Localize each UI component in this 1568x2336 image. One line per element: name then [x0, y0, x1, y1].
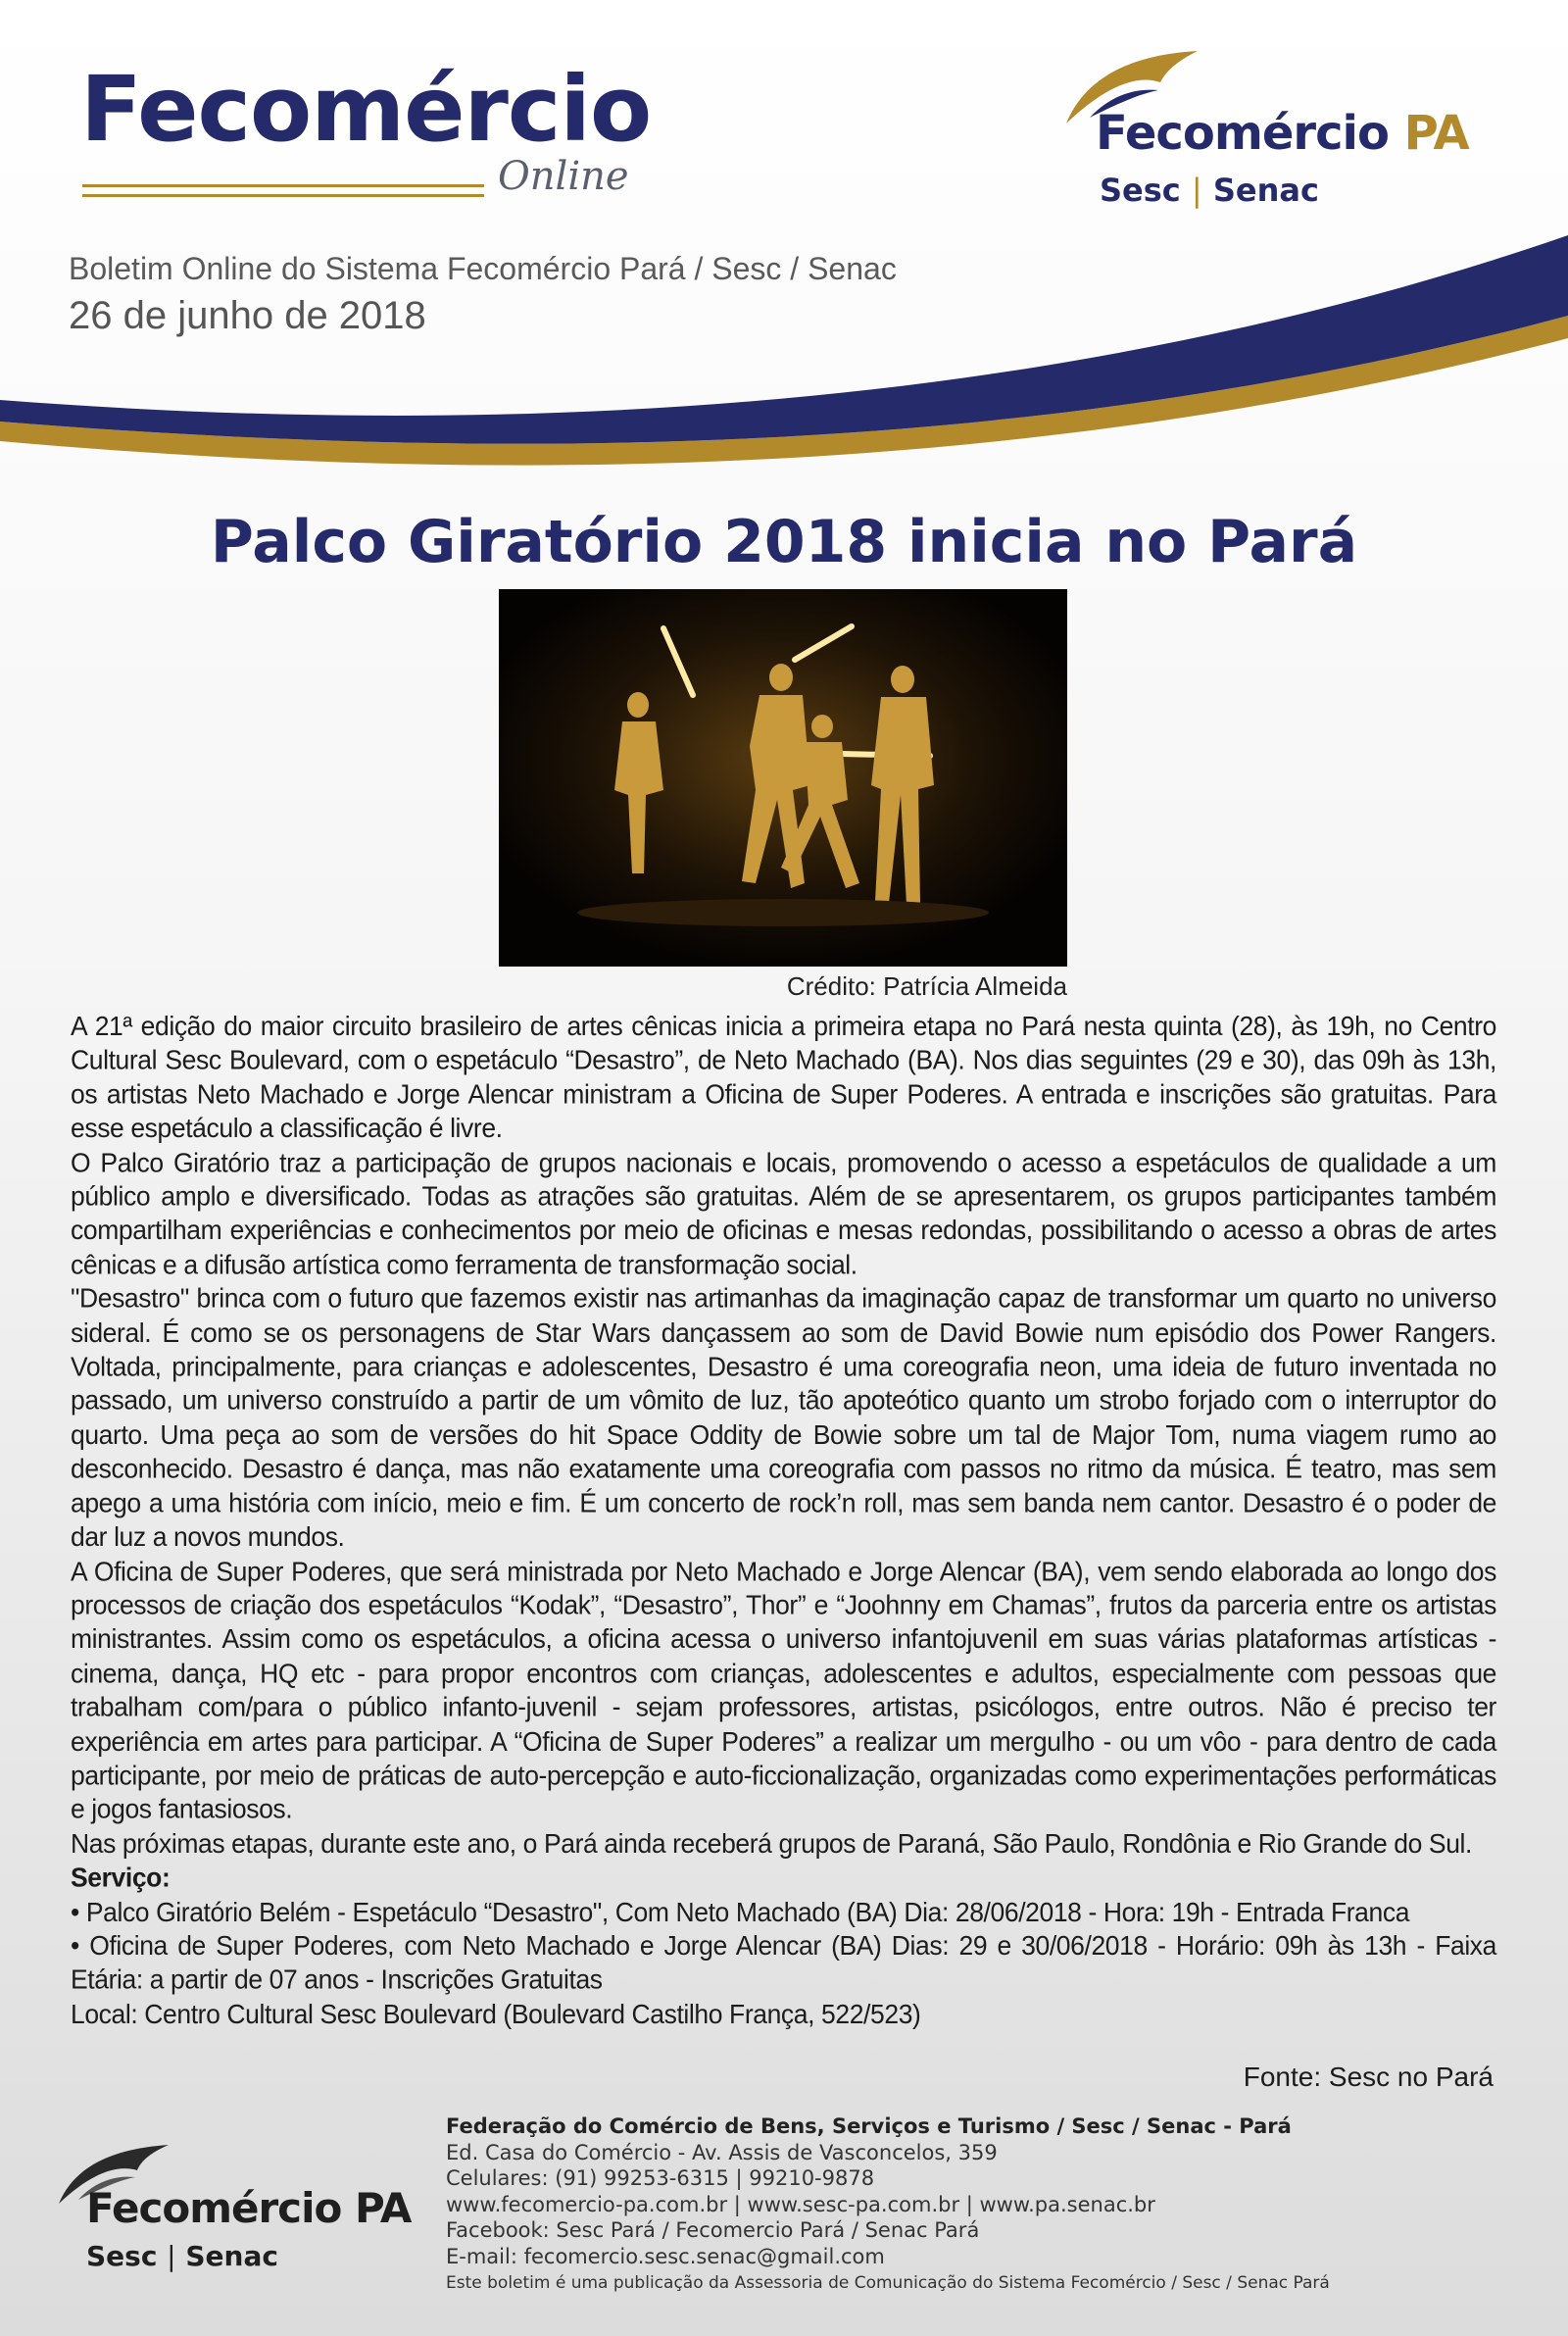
footer-logo-name: Fecomércio: [86, 2184, 342, 2232]
masthead-rule: [82, 184, 484, 187]
article-paragraph: O Palco Giratório traz a participação de grupos nacionais e locais, promovendo o acesso a espetáculos de qualidade a um público amplo e diversificado. Todas as atrações são gratuitas. Além de se apresentarem, os grupos participantes também compartilham experiências e conhecimentos por meio de oficinas e mesas redondas, possibilitando o acesso a obras de artes cênicas e a difusão artística como ferramenta de transformação social.: [71, 1147, 1496, 1280]
masthead-subtitle: Online: [498, 154, 629, 199]
footer-organization: Federação do Comércio de Bens, Serviços e Turismo / Sesc / Senac - Pará: [446, 2114, 1292, 2138]
footer-contact-info: [446, 2113, 1524, 2296]
service-location: Local: Centro Cultural Sesc Boulevard (Boulevard Castilho França, 522/523): [71, 1998, 921, 2029]
logo-suffix: PA: [1403, 106, 1469, 161]
footer-note: Este boletim é uma publicação da Assessoria de Comunicação do Sistema Fecomércio / Sesc / Senac Pará: [446, 2272, 1330, 2293]
footer-address: Ed. Casa do Comércio - Av. Assis de Vasconcelos, 359: [446, 2140, 998, 2164]
performance-photo: [499, 589, 1067, 967]
bulletin-subtitle: Boletim Online do Sistema Fecomércio Pará / Sesc / Senac: [69, 251, 897, 286]
masthead-title: Fecomércio: [80, 57, 652, 162]
article-paragraph: "Desastro" brinca com o futuro que fazemos existir nas artimanhas da imaginação capaz de transformar um quarto no universo sideral. É como se os personagens de Star Wars dançassem ao som de David Bowie num episódio dos Power Rangers. Voltada, principalmente, para crianças e adolescentes, Desastro é uma coreografia neon, uma ideia de futuro inventada no passado, um universo construído a partir de um vômito de luz, tão apoteótico quanto um strobo forjado com o interruptor do quarto. Uma peça ao som de versões do hit Space Oddity de Bowie sobre um tal de Major Tom, numa viagem rumo ao desconhecido. Desastro é dança, mas não exatamente uma coreografia com passos no ritmo da música. É teatro, mas sem apego a uma história com início, meio e fim. É um concerto de rock’n roll, mas sem banda nem cantor. Desastro é o poder de dar luz a novos mundos.: [71, 1282, 1496, 1553]
footer-email: E-mail: fecomercio.sesc.senac@gmail.com: [446, 2244, 885, 2268]
logo-sub-sesc: Sesc: [1100, 172, 1181, 209]
footer-websites: www.fecomercio-pa.com.br | www.sesc-pa.com.br | www.pa.senac.br: [446, 2192, 1155, 2216]
photo-credit: Crédito: Patrícia Almeida: [786, 971, 1067, 1001]
article-body: [71, 1010, 1496, 2031]
logo-name: Fecomércio: [1096, 106, 1389, 161]
footer-logo-divider: |: [167, 2240, 176, 2272]
logo-sub-senac: Senac: [1212, 172, 1319, 209]
logo-divider: |: [1191, 172, 1202, 209]
footer-logo-sesc-senac: [86, 2240, 278, 2272]
footer-facebook: Facebook: Sesc Pará / Fecomercio Pará / Senac Pará: [446, 2218, 980, 2243]
article-paragraph: Nas próximas etapas, durante este ano, o Pará ainda receberá grupos de Paraná, São Paulo, Rondônia e Rio Grande do Sul.: [71, 1827, 1472, 1860]
footer-logo-sub-senac: Senac: [185, 2240, 278, 2272]
footer-logo-fecomercio-pa: [86, 2184, 412, 2232]
article-paragraph: A Oficina de Super Poderes, que será ministrada por Neto Machado e Jorge Alencar (BA), vem sendo elaborada ao longo dos processos de criação dos espetáculos “Kodak”, “Desastro”, Thor” e “Joohnny em Chamas”, frutos da parceria entre os artistas ministrantes. Assim como os espetáculos, a oficina acessa o universo infantojuvenil em suas várias plataformas artísticas - cinema, dança, HQ etc - para propor encontros com crianças, adolescentes e adultos, especialmente com pessoas que trabalham com/para o público infanto-juvenil - sejam professores, artistas, psicólogos, entre outros. Não é preciso ter experiência em artes para participar. A “Oficina de Super Poderes” a realizar um mergulho - ou um vôo - para dentro de cada participante, por meio de práticas de auto-percepção e auto-ficcionalização, organizadas como experimentações performáticas e jogos fantasiosos.: [71, 1555, 1496, 1825]
publication-date: 26 de junho de 2018: [69, 294, 426, 337]
footer-phones: Celulares: (91) 99253-6315 | 99210-9878: [446, 2166, 875, 2191]
logo-fecomercio-pa: [1096, 106, 1469, 161]
article-source: Fonte: Sesc no Pará: [1243, 2062, 1494, 2092]
footer-logo-suffix: PA: [354, 2184, 412, 2232]
masthead-rule: [82, 194, 484, 197]
service-item: • Oficina de Super Poderes, com Neto Machado e Jorge Alencar (BA) Dias: 29 e 30/06/2018 - Horário: 09h às 13h - Faixa Etária: a partir de 07 anos - Inscrições Gratuitas: [71, 1930, 1496, 1996]
service-heading: Serviço:: [71, 1862, 171, 1893]
article-paragraph: A 21ª edição do maior circuito brasileiro de artes cênicas inicia a primeira etapa no Pará nesta quinta (28), às 19h, no Centro Cultural Sesc Boulevard, com o espetáculo “Desastro”, de Neto Machado (BA). Nos dias seguintes (29 e 30), das 09h às 13h, os artistas Neto Machado e Jorge Alencar ministram a Oficina de Super Poderes. A entrada e inscrições são gratuitas. Para esse espetáculo a classificação é livre.: [71, 1011, 1496, 1144]
logo-sesc-senac: [1100, 172, 1319, 209]
article-headline: Palco Giratório 2018 inicia no Pará: [210, 508, 1358, 576]
dancers-with-light-sticks-image: [499, 589, 1067, 967]
footer-logo-sub-sesc: Sesc: [86, 2240, 158, 2272]
service-item: • Palco Giratório Belém - Espetáculo “Desastro", Com Neto Machado (BA) Dia: 28/06/2018 - Hora: 19h - Entrada Franca: [71, 1896, 1410, 1927]
